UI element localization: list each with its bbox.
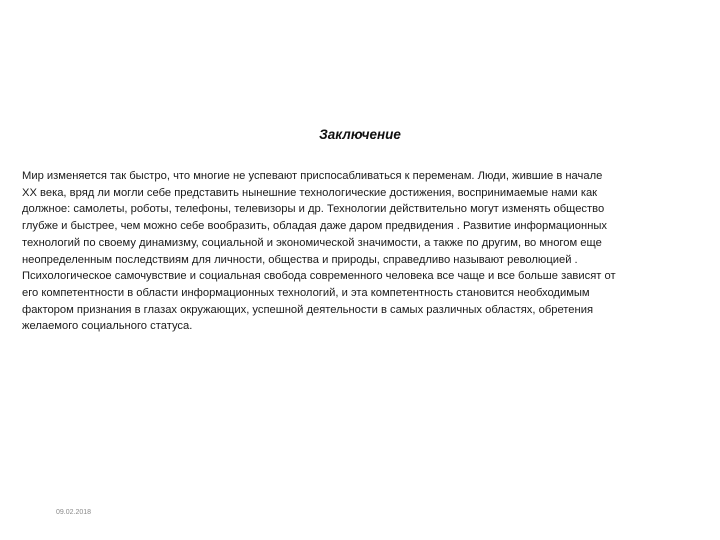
paragraph-line: фактором признания в глазах окружающих, успешной деятельности в самых различных областях, обретения bbox=[22, 303, 594, 316]
conclusion-paragraph bbox=[22, 168, 698, 335]
paragraph-line: желаемого социального статуса. bbox=[22, 320, 193, 333]
paragraph-line: технологий по своему динамизму, социальной и экономической значимости, а также по другим, во многом еще bbox=[22, 236, 602, 249]
paragraph-line: XX века, вряд ли могли себе представить нынешние технологические достижения, воспринимаемые нами как bbox=[22, 186, 598, 199]
paragraph-line: неопределенным последствиям для личности, общества и природы, справедливо называют революцией . bbox=[22, 253, 578, 266]
paragraph-line: глубже и быстрее, чем можно себе вообразить, обладая даже даром предвидения . Развитие информационных bbox=[22, 220, 608, 233]
paragraph-line: Мир изменяется так быстро, что многие не успевают приспосабливаться к переменам. Люди, жившие в начале bbox=[22, 170, 603, 182]
paragraph-line: его компетентности в области информационных технологий, и эта компетентность становится необходимым bbox=[22, 286, 590, 299]
paragraph-line: Психологическое самочувствие и социальная свобода современного человека все чаще и все больше зависят от bbox=[22, 270, 616, 283]
slide-title: Заключение bbox=[319, 127, 401, 142]
footer-date: 09.02.2018 bbox=[56, 509, 92, 516]
paragraph-line: должное: самолеты, роботы, телефоны, телевизоры и др. Технологии действительно могут изменять общество bbox=[22, 203, 605, 216]
